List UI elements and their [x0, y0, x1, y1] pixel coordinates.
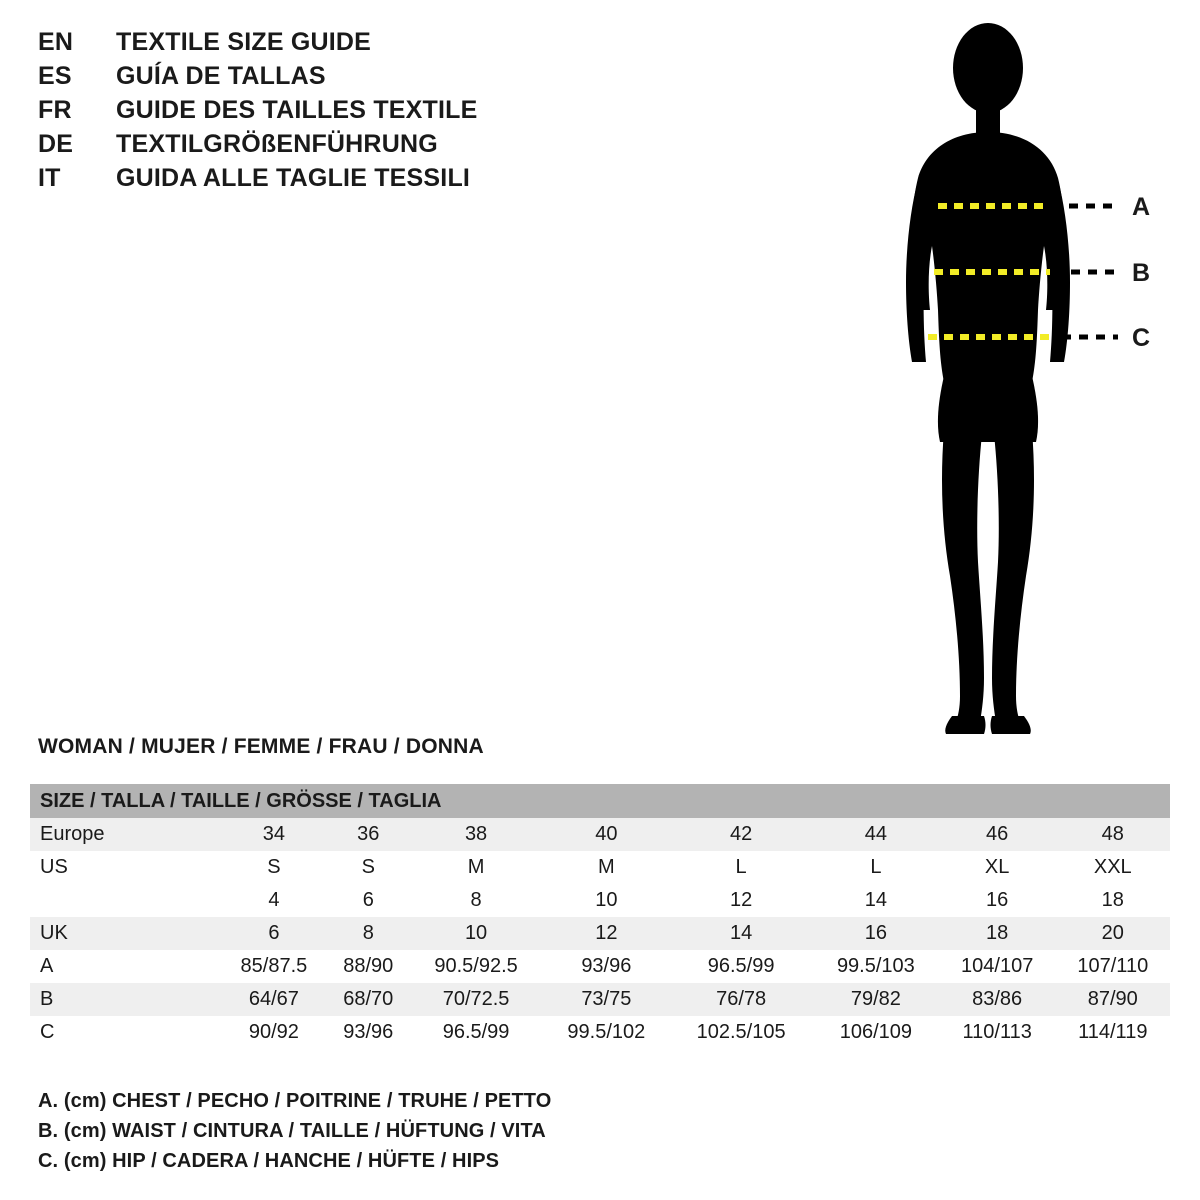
table-cell: 38 — [409, 818, 544, 851]
language-code: ES — [38, 62, 72, 90]
row-label: A — [30, 950, 220, 983]
table-cell: 114/119 — [1056, 1016, 1170, 1049]
language-code: DE — [38, 130, 74, 158]
table-cell: 106/109 — [813, 1016, 939, 1049]
waist-measure-label: B — [1132, 259, 1151, 287]
language-row — [38, 96, 558, 130]
table-cell: 85/87.5 — [220, 950, 328, 983]
table-cell: XXL — [1056, 851, 1170, 884]
table-cell: L — [813, 851, 939, 884]
table-header-row — [30, 784, 1170, 818]
table-cell: 42 — [669, 818, 813, 851]
table-cell: 8 — [328, 917, 409, 950]
row-label: UK — [30, 917, 220, 950]
table-cell: 107/110 — [1056, 950, 1170, 983]
table-cell: XL — [939, 851, 1056, 884]
table-cell: 12 — [543, 917, 669, 950]
table-cell: 4 — [220, 884, 328, 917]
table-row — [30, 983, 1170, 1016]
table-row — [30, 917, 1170, 950]
row-label: C — [30, 1016, 220, 1049]
row-label: B — [30, 983, 220, 1016]
language-title: TEXTILE SIZE GUIDE — [116, 28, 372, 56]
language-row — [38, 62, 558, 96]
table-cell: 93/96 — [543, 950, 669, 983]
language-row — [38, 164, 558, 198]
female-silhouette-icon — [906, 23, 1070, 734]
table-cell: S — [220, 851, 328, 884]
language-title: GUIDE DES TAILLES TEXTILE — [116, 96, 478, 124]
language-row — [38, 130, 558, 164]
table-cell: 34 — [220, 818, 328, 851]
measurement-legend — [38, 1090, 938, 1180]
table-cell: 14 — [669, 917, 813, 950]
table-cell: 87/90 — [1056, 983, 1170, 1016]
table-row — [30, 851, 1170, 884]
table-cell: 14 — [813, 884, 939, 917]
language-code: IT — [38, 164, 61, 192]
table-cell: 96.5/99 — [409, 1016, 544, 1049]
language-row — [38, 28, 558, 62]
table-cell: 10 — [409, 917, 544, 950]
table-cell: M — [409, 851, 544, 884]
table-cell: 20 — [1056, 917, 1170, 950]
row-label — [30, 884, 220, 917]
language-code: EN — [38, 28, 74, 56]
table-cell: 76/78 — [669, 983, 813, 1016]
section-label: WOMAN / MUJER / FEMME / FRAU / DONNA — [38, 735, 484, 758]
table-row — [30, 884, 1170, 917]
table-cell: 40 — [543, 818, 669, 851]
table-cell: 68/70 — [328, 983, 409, 1016]
table-row — [30, 1016, 1170, 1049]
table-cell: 73/75 — [543, 983, 669, 1016]
table-cell: 12 — [669, 884, 813, 917]
table-row — [30, 818, 1170, 851]
table-cell: 64/67 — [220, 983, 328, 1016]
table-cell: 6 — [328, 884, 409, 917]
table-cell: 110/113 — [939, 1016, 1056, 1049]
table-cell: 83/86 — [939, 983, 1056, 1016]
row-label: Europe — [30, 818, 220, 851]
table-cell: 44 — [813, 818, 939, 851]
legend-waist: B. (cm) WAIST / CINTURA / TAILLE / HÜFTUNG / VITA — [38, 1120, 546, 1142]
table-header-title: SIZE / TALLA / TAILLE / GRÖSSE / TAGLIA — [30, 784, 1170, 818]
table-cell: 88/90 — [328, 950, 409, 983]
language-title: GUÍA DE TALLAS — [116, 62, 326, 90]
table-cell: L — [669, 851, 813, 884]
table-cell: 102.5/105 — [669, 1016, 813, 1049]
legend-hip: C. (cm) HIP / CADERA / HANCHE / HÜFTE / HIPS — [38, 1150, 500, 1172]
size-table — [30, 784, 1170, 1049]
language-code: FR — [38, 96, 72, 124]
measurement-figure — [840, 10, 1190, 750]
table-cell: 48 — [1056, 818, 1170, 851]
table-cell: 18 — [1056, 884, 1170, 917]
table-cell: 90/92 — [220, 1016, 328, 1049]
table-cell: 99.5/102 — [543, 1016, 669, 1049]
table-cell: 99.5/103 — [813, 950, 939, 983]
table-cell: 6 — [220, 917, 328, 950]
table-cell: 70/72.5 — [409, 983, 544, 1016]
table-row — [30, 950, 1170, 983]
row-label: US — [30, 851, 220, 884]
table-cell: 46 — [939, 818, 1056, 851]
table-cell: S — [328, 851, 409, 884]
legend-chest: A. (cm) CHEST / PECHO / POITRINE / TRUHE / PETTO — [38, 1090, 552, 1112]
table-cell: 104/107 — [939, 950, 1056, 983]
table-cell: M — [543, 851, 669, 884]
table-cell: 8 — [409, 884, 544, 917]
table-cell: 16 — [939, 884, 1056, 917]
table-cell: 18 — [939, 917, 1056, 950]
language-title-list — [38, 28, 558, 198]
hip-measure-label: C — [1132, 324, 1151, 352]
table-cell: 93/96 — [328, 1016, 409, 1049]
table-cell: 90.5/92.5 — [409, 950, 544, 983]
language-title: TEXTILGRÖßENFÜHRUNG — [116, 130, 438, 158]
table-cell: 79/82 — [813, 983, 939, 1016]
table-cell: 36 — [328, 818, 409, 851]
table-cell: 10 — [543, 884, 669, 917]
language-title: GUIDA ALLE TAGLIE TESSILI — [116, 164, 471, 192]
table-cell: 96.5/99 — [669, 950, 813, 983]
chest-measure-label: A — [1132, 193, 1151, 221]
table-cell: 16 — [813, 917, 939, 950]
